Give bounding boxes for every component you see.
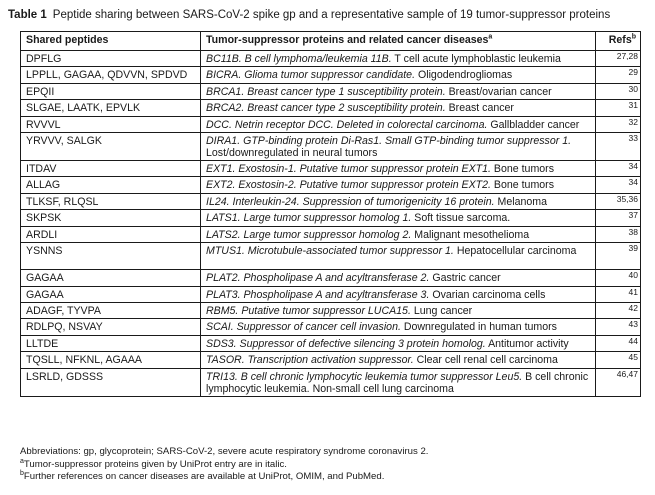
protein-disease-cell [201,210,596,226]
protein-disease-cell [201,319,596,335]
cancer-disease: Clear cell renal cell carcinoma [413,354,558,367]
shared-peptides-cell: YRVVV, SALGK [21,132,201,160]
protein-name: PLAT3. Phospholipase A and acyltransferase 3. [206,288,430,301]
protein-name: MTUS1. Microtubule-associated tumor suppressor 1. [206,244,454,257]
shared-peptides-cell: LPPLL, GAGAA, QDVVN, SPDVD [21,67,201,83]
table-row [21,83,641,99]
refs-cell: 29 [596,67,641,83]
refs-cell: 40 [596,270,641,286]
peptide-sharing-table [20,31,641,397]
protein-disease-cell [201,83,596,99]
shared-peptides-cell: ADAGF, TYVPA [21,303,201,319]
table-row [21,210,641,226]
shared-peptides-cell: LSRLD, GDSSS [21,368,201,396]
refs-cell: 37 [596,210,641,226]
protein-name: BICRA. Glioma tumor suppressor candidate. [206,69,416,82]
protein-disease-cell [201,270,596,286]
footnote-a [20,459,645,472]
refs-cell: 42 [596,303,641,319]
header-shared-peptides-label: Shared peptides [26,34,109,46]
table-row [21,319,641,335]
refs-cell: 34 [596,177,641,193]
cancer-disease: Breast cancer [445,102,514,115]
protein-name: BRCA1. Breast cancer type 1 susceptibility protein. [206,85,446,98]
cancer-disease: Melanoma [494,195,547,208]
protein-name: RBM5. Putative tumor suppressor LUCA15. [206,305,411,318]
shared-peptides-cell: SLGAE, LAATK, EPVLK [21,100,201,116]
shared-peptides-cell: TLKSF, RLQSL [21,193,201,209]
refs-cell: 35,36 [596,193,641,209]
protein-disease-cell [201,132,596,160]
table-row [21,116,641,132]
refs-cell: 32 [596,116,641,132]
protein-disease-cell [201,193,596,209]
refs-cell: 39 [596,242,641,269]
table-number: Table 1 [8,9,47,21]
protein-name: IL24. Interleukin-24. Suppression of tumorigenicity 16 protein. [206,195,495,208]
refs-cell: 31 [596,100,641,116]
protein-name: SCAI. Suppressor of cancer cell invasion. [206,321,401,334]
protein-name: TRI13. B cell chronic lymphocytic leukemia tumor suppressor Leu5. [206,370,523,383]
refs-cell: 34 [596,160,641,176]
shared-peptides-cell: DPFLG [21,51,201,67]
protein-disease-cell [201,51,596,67]
header-refs [596,32,641,51]
header-proteins-label: Tumor-suppressor proteins and related cancer diseases [206,34,489,46]
cancer-disease: Breast/ovarian cancer [445,85,552,98]
cancer-disease: B cell chronic lymphocytic leukemia. Non-small cell lung carcinoma [206,370,589,396]
refs-cell: 33 [596,132,641,160]
table-row [21,335,641,351]
refs-cell: 30 [596,83,641,99]
cancer-disease: Ovarian carcinoma cells [429,288,546,301]
cancer-disease: Gastric cancer [429,272,501,285]
table-row [21,286,641,302]
footnote-b [20,471,645,484]
footnote-a-text: Tumor-suppressor proteins given by UniProt entry are in italic. [23,458,287,470]
refs-cell: 41 [596,286,641,302]
protein-name: DCC. Netrin receptor DCC. Deleted in colorectal carcinoma. [206,118,488,131]
protein-name: LATS2. Large tumor suppressor homolog 2. [206,228,412,241]
protein-disease-cell [201,303,596,319]
shared-peptides-cell: GAGAA [21,286,201,302]
cancer-disease: Gallbladder cancer [487,118,580,131]
protein-disease-cell [201,286,596,302]
protein-disease-cell [201,100,596,116]
table-row [21,303,641,319]
shared-peptides-cell: RDLPQ, NSVAY [21,319,201,335]
protein-disease-cell [201,116,596,132]
protein-name: TASOR. Transcription activation suppressor. [206,354,414,367]
table-row [21,242,641,269]
protein-disease-cell [201,352,596,368]
header-row [21,32,641,51]
protein-disease-cell [201,335,596,351]
shared-peptides-cell: ALLAG [21,177,201,193]
shared-peptides-cell: EPQII [21,83,201,99]
shared-peptides-cell: YSNNS [21,242,201,269]
cancer-disease: Oligodendrogliomas [415,69,513,82]
cancer-disease: Bone tumors [490,162,554,175]
header-shared-peptides [21,32,201,51]
shared-peptides-cell: ITDAV [21,160,201,176]
shared-peptides-cell: RVVVL [21,116,201,132]
table-row [21,67,641,83]
header-refs-label: Refs [608,34,632,46]
cancer-disease: Lost/downregulated in neural tumors [206,147,378,160]
refs-cell: 43 [596,319,641,335]
table-row [21,352,641,368]
cancer-disease: Lung cancer [410,305,473,318]
refs-cell: 45 [596,352,641,368]
protein-name: EXT2. Exostosin-2. Putative tumor suppressor protein EXT2. [206,179,491,192]
header-proteins [201,32,596,51]
protein-disease-cell [201,242,596,269]
cancer-disease: Hepatocellular carcinoma [453,244,577,257]
protein-name: BC11B. B cell lymphoma/leukemia 11B. [206,53,392,65]
protein-name: SDS3. Suppressor of defective silencing 3 protein homolog. [206,337,486,350]
cancer-disease: Downregulated in human tumors [400,321,557,334]
footnote-a-marker: a [488,33,493,41]
table-footnotes [20,446,645,484]
refs-cell: 27,28 [596,51,641,67]
cancer-disease: Bone tumors [490,179,554,192]
table-row [21,100,641,116]
protein-name: EXT1. Exostosin-1. Putative tumor suppressor protein EXT1. [206,162,491,175]
protein-name: DIRA1. GTP-binding protein Di-Ras1. Small GTP-binding tumor suppressor 1. [206,134,572,147]
table-row [21,270,641,286]
protein-disease-cell [201,177,596,193]
protein-name: BRCA2. Breast cancer type 2 susceptibility protein. [206,102,446,115]
table-row [21,368,641,396]
protein-name: PLAT2. Phospholipase A and acyltransferase 2. [206,272,430,285]
table-row [21,160,641,176]
protein-disease-cell [201,226,596,242]
footnote-a-mark: a [20,457,24,465]
table-row [21,132,641,160]
table-title: Peptide sharing between SARS-CoV-2 spike gp and a representative sample of 19 tumor-suppressor proteins [52,9,611,21]
shared-peptides-cell: ARDLI [21,226,201,242]
protein-disease-cell [201,160,596,176]
footnote-b-marker: b [631,33,636,41]
cancer-disease: T cell acute lymphoblastic leukemia [391,53,561,65]
refs-cell: 44 [596,335,641,351]
shared-peptides-cell: SKPSK [21,210,201,226]
table-row [21,51,641,67]
abbreviations-note: Abbreviations: gp, glycoprotein; SARS-CoV-2, severe acute respiratory syndrome coronavirus 2. [20,446,429,457]
protein-disease-cell [201,368,596,396]
shared-peptides-cell: TQSLL, NFKNL, AGAAA [21,352,201,368]
table-row [21,226,641,242]
cancer-disease: Antitumor activity [485,337,569,350]
table-row [21,193,641,209]
refs-cell: 38 [596,226,641,242]
shared-peptides-cell: LLTDE [21,335,201,351]
cancer-disease: Malignant mesothelioma [411,228,530,241]
protein-disease-cell [201,67,596,83]
footnote-b-text: Further references on cancer diseases are available at UniProt, OMIM, and PubMed. [23,471,385,482]
protein-name: LATS1. Large tumor suppressor homolog 1. [206,212,412,225]
table-row [21,177,641,193]
footnote-b-mark: b [20,469,24,477]
table-caption [8,8,648,22]
shared-peptides-cell: GAGAA [21,270,201,286]
refs-cell: 46,47 [596,368,641,396]
cancer-disease: Soft tissue sarcoma. [411,212,511,225]
